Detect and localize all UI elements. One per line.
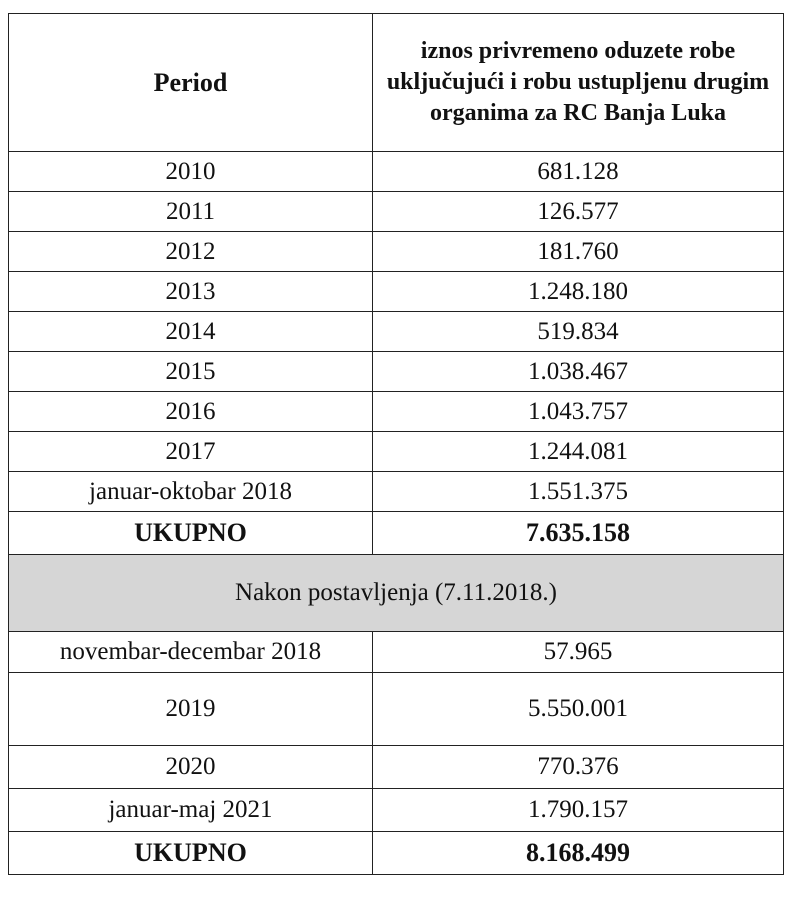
total-amount: 8.168.499 — [373, 832, 784, 875]
period-cell: januar-oktobar 2018 — [9, 472, 373, 512]
period-cell: 2015 — [9, 352, 373, 392]
amount-cell: 57.965 — [373, 632, 784, 673]
table-row — [9, 392, 784, 432]
amount-cell: 770.376 — [373, 746, 784, 789]
period-cell: 2012 — [9, 232, 373, 272]
period-cell: 2017 — [9, 432, 373, 472]
amount-cell: 519.834 — [373, 312, 784, 352]
amount-cell: 681.128 — [373, 152, 784, 192]
total-label: UKUPNO — [9, 512, 373, 555]
period-cell: 2019 — [9, 673, 373, 746]
table-row — [9, 312, 784, 352]
period-cell: 2020 — [9, 746, 373, 789]
period-cell: 2013 — [9, 272, 373, 312]
amount-cell: 1.244.081 — [373, 432, 784, 472]
amount-cell: 1.790.157 — [373, 789, 784, 832]
section-label: Nakon postavljenja (7.11.2018.) — [9, 555, 784, 632]
seized-goods-table — [8, 13, 784, 875]
amount-cell: 126.577 — [373, 192, 784, 232]
table-row — [9, 432, 784, 472]
period-cell: 2014 — [9, 312, 373, 352]
total-row-after — [9, 832, 784, 875]
amount-cell: 1.043.757 — [373, 392, 784, 432]
table-row — [9, 789, 784, 832]
table-row — [9, 232, 784, 272]
total-label: UKUPNO — [9, 832, 373, 875]
table-row — [9, 632, 784, 673]
table-row — [9, 352, 784, 392]
period-cell: 2010 — [9, 152, 373, 192]
table-row — [9, 192, 784, 232]
amount-cell: 5.550.001 — [373, 673, 784, 746]
amount-cell: 1.038.467 — [373, 352, 784, 392]
section-divider-row — [9, 555, 784, 632]
table-row — [9, 746, 784, 789]
table-row — [9, 152, 784, 192]
table-row — [9, 673, 784, 746]
period-cell: januar-maj 2021 — [9, 789, 373, 832]
period-cell: 2016 — [9, 392, 373, 432]
table-row — [9, 272, 784, 312]
amount-cell: 181.760 — [373, 232, 784, 272]
header-period: Period — [9, 14, 373, 152]
total-amount: 7.635.158 — [373, 512, 784, 555]
table-row — [9, 472, 784, 512]
period-cell: novembar-decembar 2018 — [9, 632, 373, 673]
table-header-row — [9, 14, 784, 152]
period-cell: 2011 — [9, 192, 373, 232]
header-amount: iznos privremeno oduzete robe uključujući i robu ustupljenu drugim organima za RC Banja Luka — [373, 14, 784, 152]
amount-cell: 1.551.375 — [373, 472, 784, 512]
amount-cell: 1.248.180 — [373, 272, 784, 312]
total-row-before — [9, 512, 784, 555]
